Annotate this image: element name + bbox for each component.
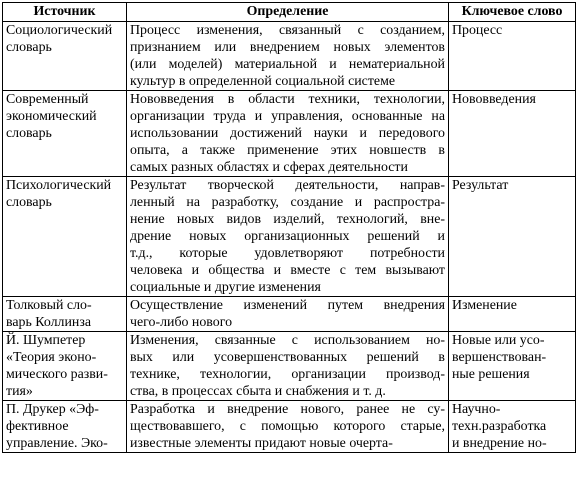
keyword-cell (449, 22, 576, 91)
table-header-row (3, 3, 576, 22)
definition-cell-line: признанием или внедрением новых элементов (130, 40, 445, 55)
keyword-cell-line: вершенствован- (452, 350, 547, 365)
keyword-cell-line: Изменение (452, 298, 517, 313)
source-cell-line: экономический (6, 109, 97, 124)
table-body (3, 22, 576, 453)
table-row (3, 22, 576, 91)
definition-cell-line: нение новых видов изделий, технологий, вне- (130, 212, 445, 227)
definition-cell (127, 177, 449, 297)
definition-cell-line: Осуществление изменений путем внедрения (130, 298, 445, 313)
source-cell-line: Толковый сло- (6, 298, 92, 313)
source-cell-line: словарь (6, 40, 52, 55)
definition-cell-line: социальные и другие изменения (130, 280, 321, 295)
definition-cell-line: опыта, а также применение этих новшеств в (130, 143, 445, 158)
source-cell (3, 177, 127, 297)
keyword-cell-line: Результат (452, 178, 509, 193)
source-cell-line: мического разви- (6, 367, 108, 382)
header-source: Источник (3, 3, 127, 22)
definition-cell-line: Результат творческой деятельности, направ- (130, 178, 445, 193)
keyword-cell (449, 297, 576, 332)
definition-cell-line: ществовавшего, с помощью которого старые, (130, 419, 445, 434)
keyword-cell-line: техн.разработка (452, 419, 547, 434)
definitions-table (2, 2, 576, 453)
source-cell-line: П. Друкер «Эф- (6, 402, 99, 417)
table-row (3, 332, 576, 401)
definition-cell-line: т.д., которые удовлетворяют потребности (130, 246, 445, 261)
table-row (3, 91, 576, 177)
source-cell (3, 22, 127, 91)
definition-cell-line: культур в определенной социальной системе (130, 74, 396, 89)
keyword-cell-line: и внедрение но- (452, 436, 547, 451)
keyword-cell-line: Процесс (452, 23, 503, 38)
definition-cell-line: (или моделей) материальной и нематериальной (130, 57, 445, 72)
keyword-cell (449, 332, 576, 401)
definition-cell-line: Разработка и внедрение нового, ранее не су- (130, 402, 445, 417)
source-cell-line: Современный (6, 92, 89, 107)
definition-cell-line: вых или усовершенствованных решений в (130, 350, 445, 365)
definition-cell-line: Нововведения в области техники, технологии, (130, 92, 445, 107)
source-cell-line: Психологический (6, 178, 112, 193)
definition-cell-line: организации труда и управления, основанные на (130, 109, 445, 124)
keyword-cell-line: Научно- (452, 402, 501, 417)
keyword-cell (449, 177, 576, 297)
keyword-cell-line: ные решения (452, 367, 530, 382)
source-cell-line: словарь (6, 195, 52, 210)
definition-cell (127, 332, 449, 401)
source-cell-line: варь Коллинза (6, 315, 92, 330)
source-cell-line: тия» (6, 384, 33, 399)
definition-cell (127, 401, 449, 453)
definition-cell (127, 297, 449, 332)
definition-cell-line: дрение новых организационных решений и (130, 229, 445, 244)
definition-cell-line: ленный на разработку, создание и распростра- (130, 195, 445, 210)
source-cell-line: Й. Шумпетер (6, 333, 86, 348)
source-cell-line: словарь (6, 126, 52, 141)
table-row (3, 177, 576, 297)
definition-cell-line: Изменения, связанные с использованием но- (130, 333, 445, 348)
keyword-cell-line: Новые или усо- (452, 333, 545, 348)
definition-cell-line: самых разных областях и сферах деятельности (130, 160, 408, 175)
header-definition: Определение (127, 3, 449, 22)
definition-cell-line: известные элементы придают новые очерта- (130, 436, 393, 451)
header-keyword: Ключевое слово (449, 3, 576, 22)
source-cell (3, 332, 127, 401)
source-cell-line: Социологический (6, 23, 113, 38)
source-cell-line: «Теория эконо- (6, 350, 97, 365)
keyword-cell-line: Нововведения (452, 92, 536, 107)
source-cell (3, 297, 127, 332)
source-cell (3, 91, 127, 177)
definition-cell-line: чего-либо нового (130, 315, 233, 330)
definition-cell-line: Процесс изменения, связанный с созданием, (130, 23, 445, 38)
keyword-cell (449, 91, 576, 177)
source-cell-line: фективное (6, 419, 69, 434)
keyword-cell (449, 401, 576, 453)
table-row (3, 401, 576, 453)
definition-cell (127, 91, 449, 177)
definition-cell-line: ства, в процессах сбыта и снабжения и т. д. (130, 384, 386, 399)
definition-cell (127, 22, 449, 91)
source-cell-line: управление. Эко- (6, 436, 108, 451)
definition-cell-line: человека и общества и вместе с тем вызывают (130, 263, 445, 278)
table-row (3, 297, 576, 332)
definition-cell-line: использовании достижений науки и передового (130, 126, 445, 141)
definition-cell-line: технике, технологии, организации производ- (130, 367, 445, 382)
source-cell (3, 401, 127, 453)
